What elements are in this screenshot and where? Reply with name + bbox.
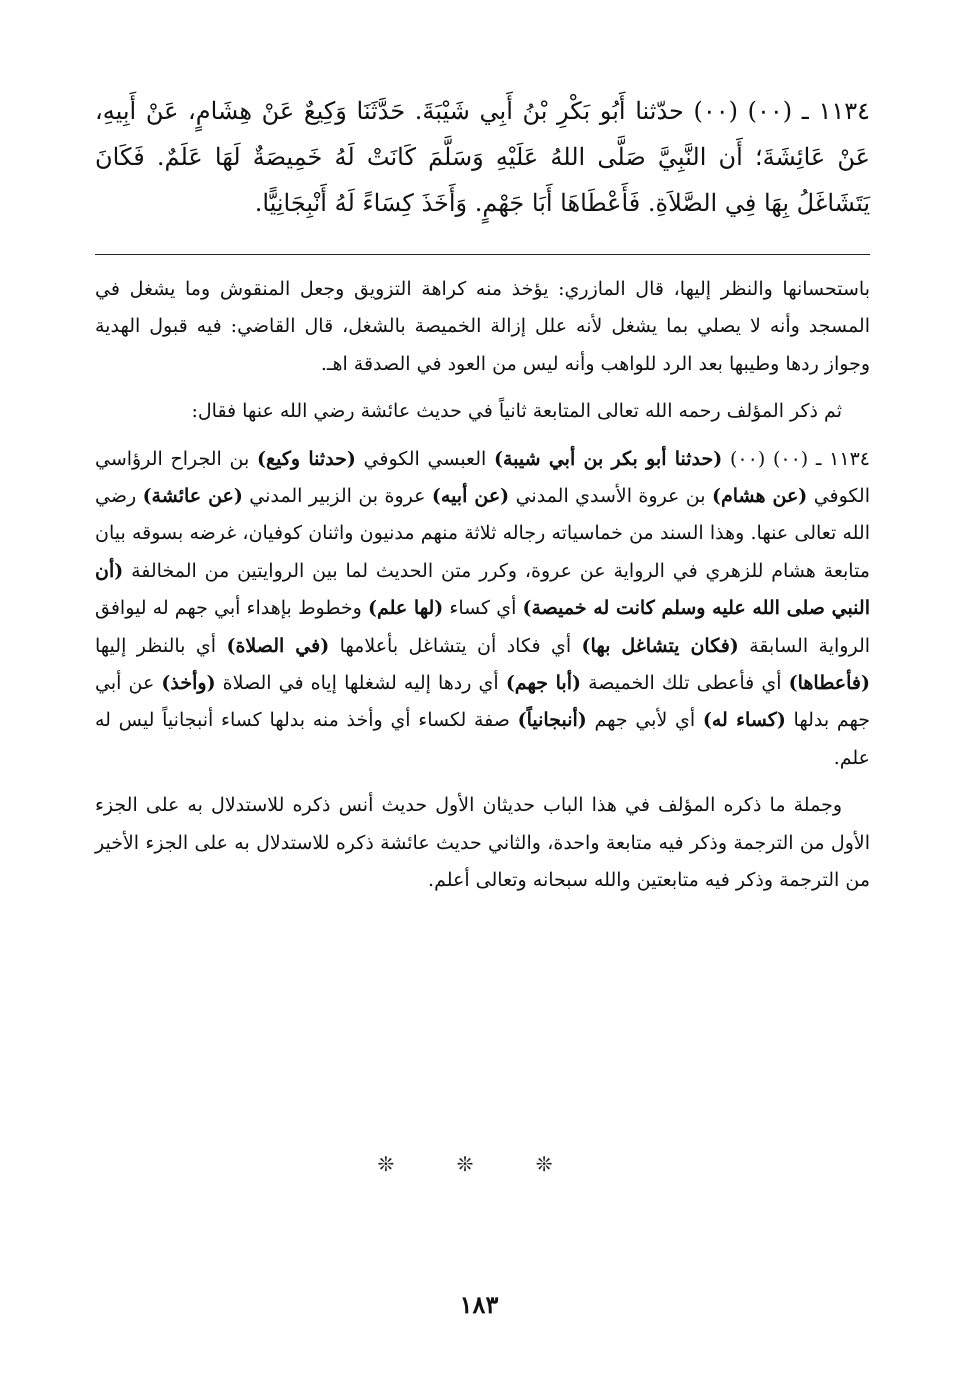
text-segment: أي فأعطى تلك الخميصة [580,672,789,695]
quoted-phrase: (لها علم) [367,597,444,620]
commentary-paragraph-2: ثم ذكر المؤلف رحمه الله تعالى المتابعة ثانياً في حديث عائشة رضي الله عنها فقال: [191,400,842,423]
text-segment: ١١٣٤ ـ (٠٠) (٠٠) [722,447,870,470]
page-number: ١٨٣ [459,1290,499,1319]
footnote-separator-line [95,254,870,255]
text-segment: أي بالنظر إليها [95,634,227,657]
text-segment: بن عروة الأسدي المدني [509,485,712,508]
commentary-paragraph-1: باستحسانها والنظر إليها، قال المازري: يؤخذ منه كراهة التزويق وجعل المنقوش وما يشغل في المسجد وأنه لا يصلي بما يشغل لأنه علل إزالة الخميصة بالشغل، قال القاضي: فيه قبول الهدية وجواز ردها وطيبها بعد الرد للواهب وأنه ليس من العود في الصدقة اهـ. [95,278,870,375]
quoted-phrase: (حدثنا وكيع) [256,447,356,470]
commentary-paragraph-4: وجملة ما ذكره المؤلف في هذا الباب حديثان الأول حديث أنس ذكره للاستدلال به على الجزء الأول من الترجمة وذكر فيه متابعة واحدة، والثاني حديث عائشة ذكره للاستدلال به على الجزء الأخير من الترجمة وذكر فيه متابعتين والله سبحانه وتعالى أعلم. [95,794,870,892]
text-segment: العبسي الكوفي [355,447,494,470]
commentary-paragraph-3 [95,441,870,778]
text-segment: بن الجراح الرؤاسي الكوفي [95,447,870,508]
text-segment: عروة بن الزبير المدني [242,485,432,508]
quoted-phrase: (عن عائشة) [142,485,243,508]
hadith-text: ١١٣٤ ـ (٠٠) (٠٠) حدّثنا أَبُو بَكْرِ بْنُ أَبِي شَيْبَةَ. حَدَّثَنَا وَكِيعٌ عَنْ هِشَامٍ، عَنْ أَبِيهِ، عَنْ عَائِشَةَ؛ أَن النَّبِيَّ صَلَّى اللهُ عَلَيْهِ وَسَلَّمَ كَانَتْ لَهُ خَمِيصَةٌ لَهَا عَلَمٌ. فَكَانَ يَتَشَاغَلُ بِهَا فِي الصَّلاَةِ. فَأَعْطَاهَا أَبَا جَهْمٍ. وَأَخَذَ كِسَاءً لَهُ أَنْبِجَانِيًّا. [95,97,871,217]
quoted-phrase: (فكان يتشاغل بها) [581,634,739,657]
quoted-phrase: (أن النبي صلى الله عليه وسلم كانت له خميصة) [95,559,870,620]
section-end-stars: ❊ ❊ ❊ [377,1152,581,1176]
text-segment: صفة لكساء أي وأخذ منه بدلها كساء أنبجانياً ليس له علم. [95,709,870,769]
quoted-phrase: (وأخذ) [161,672,216,695]
text-segment: أي ردها إليه لشغلها إياه في الصلاة [215,672,506,695]
text-segment: رضي الله تعالى عنها. وهذا السند من خماسياته رجاله ثلاثة منهم مدنيون واثنان كوفيان، غرضه بسوقه بيان متابعة هشام للزهري في الرواية عن عروة، وكرر متن الحديث لما بين الروايتين من المخالفة [95,485,870,582]
page-body [95,88,870,900]
text-segment: عن أبي جهم بدلها [95,672,871,732]
quoted-phrase: (أبا جهم) [505,672,581,695]
quoted-phrase: (فأعطاها) [788,672,870,695]
quoted-phrase: (كساء له) [702,709,786,732]
quoted-phrase: (في الصلاة) [226,634,330,657]
quoted-phrase: (أنبجانياً) [517,709,587,732]
quoted-phrase: (حدثنا أبو بكر بن أبي شيبة) [494,447,723,470]
text-segment: أي لأبي جهم [586,709,703,732]
quoted-phrase: (عن هشام) [711,485,808,508]
text-segment: وخطوط بإهداء أبي جهم له ليوافق الرواية السابقة [95,597,871,657]
text-segment: أي فكاد أن يتشاغل بأعلامها [329,634,582,657]
commentary [95,271,870,900]
quoted-phrase: (عن أبيه) [431,485,510,508]
text-segment: أي كساء [443,597,523,620]
